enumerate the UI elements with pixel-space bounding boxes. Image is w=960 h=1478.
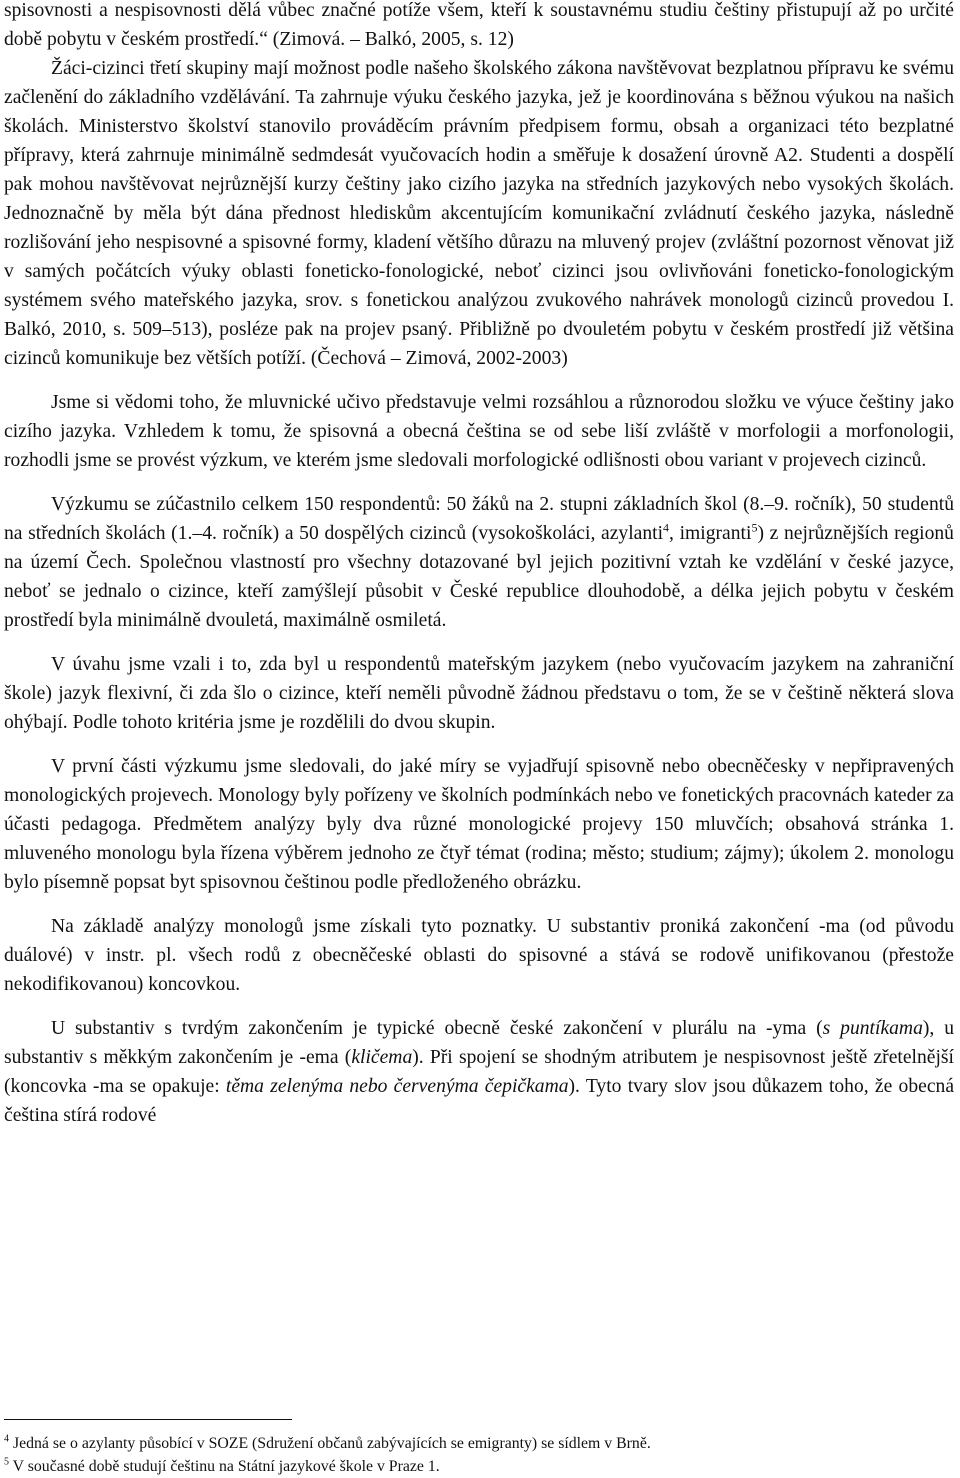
italic-example: těma zelenýma nebo červenýma čepičkama [225,1076,569,1097]
footnote-text: Jedná se o azylanty působící v SOZE (Sdružení občanů zabývajících se emigranty) se sídlem v Brně. [12,1435,651,1452]
text-run: ) z nejrůznějších regionů na území Čech. Společnou vlastností pro všechny dotazované byl jejich pozitivní vztah ke vzdělání v české jazyce, neboť se jednalo o cizince, kteří zamýšlejí působit v České republice dlouhodobě, a délka jejich pobytu v českém prostředí byla minimálně dvouletá, maximálně osmiletá. [4,523,954,631]
text-run: Na základě analýzy monologů jsme získali tyto poznatky. U substantiv proniká zakončení -ma (od původu duálové) v instr. pl. všech rodů z obecněčeské oblasti do spisovné a stává se rodově unifikovanou (přestože nekodifikovanou) koncovkou. [4,916,954,995]
italic-example: s puntíkama [822,1018,923,1039]
text-run: V úvahu jsme vzali i to, zda byl u respondentů mateřským jazykem (nebo vyučovacím jazykem na zahraniční škole) jazyk flexivní, či zda šlo o cizince, kteří neměli původně žádnou představu o tom, že se v češtině některá slova ohýbají. Podle tohoto kritéria jsme je rozdělili do dvou skupin. [4,654,954,733]
italic-example: kličema [351,1047,413,1068]
paragraph-substantives [4,1014,954,1130]
footnote-separator [4,1419,292,1420]
footnote-number: 4 [4,1433,9,1445]
paragraph-preparation-courses [4,54,954,373]
text-run: V první části výzkumu jsme sledovali, do jaké míry se vyjadřují spisovně nebo obecněčesky v nepřipravených monologických projevech. Monology byly pořízeny ve školních podmínkách nebo ve fonetických pracovnách kateder za účasti pedagoga. Předmětem analýzy byly dva různé monologické projevy 150 mluvčích; obsahová stránka 1. mluveného monologu byla řízena výběrem jednoho ze čtyř témat (rodina; město; studium; zájmy); úkolem 2. monologu bylo písemně popsat byt spisovnou češtinou podle předloženého obrázku. [4,756,954,893]
footnote-5 [4,1455,954,1478]
paragraph-research-part-one [4,752,954,897]
paragraph-respondents [4,490,954,635]
text-run: , imigranti [669,523,752,544]
footnote-number: 5 [4,1456,9,1468]
text-run: Výzkumu se zúčastnilo celkem 150 respondentů: 50 žáků na 2. stupni základních škol (8.–9. ročník), 50 studentů na středních školách (1.–4. ročník) a 50 dospělých cizinců (vysokoškoláci, azylanti [4,494,954,544]
paragraph-continuation [4,0,954,54]
text-run: ), u substantiv s měkkým zakončením je -ema ( [4,1018,954,1068]
text-run: Žáci-cizinci třetí skupiny mají možnost podle našeho školského zákona navštěvovat bezplatnou přípravu ke svému začlenění do základního vzdělávání. Ta zahrnuje výuku českého jazyka, jež je koordinována s běžnou výukou na našich školách. Ministerstvo školství stanovilo prováděcím právním předpisem formu, obsah a organizaci této bezplatné přípravy, která zahrnuje minimálně sedmdesát vyučovacích hodin a směřuje k dosažení úrovně A2. Studenti a dospělí pak mohou navštěvovat nejrůznější kurzy češtiny jako cizího jazyka na středních jazykových nebo vysokých školách. Jednoznačně by měla být dána přednost hlediskům akcentujícím komunikační zvládnutí českého jazyka, následně rozlišování jeho nespisovné a spisovné formy, kladení většího důrazu na mluvený projev (zvláštní pozornost věnovat již v samých počátcích výuky oblasti foneticko-fonologické, neboť cizinci jsou ovlivňováni foneticko-fonologickým systémem svého mateřského jazyka, srov. s fonetickou analýzou zvukového nahrávek monologů cizinců provedou I. Balkó, 2010, s. 509–513), posléze pak na projev psaný. Přibližně po dvouletém pobytu v českém prostředí již většina cizinců komunikuje bez větších potíží. (Čechová – Zimová, 2002-2003) [4,58,954,369]
footnote-text: V současné době studují češtinu na Státní jazykové škole v Praze 1. [12,1458,440,1475]
text-run: U substantiv s tvrdým zakončením je typické obecně české zakončení v plurálu na -yma ( [51,1018,823,1039]
paragraph-grammar-research [4,388,954,475]
footnote-reference: 4 [663,520,670,535]
footnote-4 [4,1432,954,1455]
text-run: spisovnosti a nespisovnosti dělá vůbec značné potíže všem, kteří k soustavnému studiu češtiny přistupují až po určité době pobytu v českém prostředí.“ (Zimová. – Balkó, 2005, s. 12) [4,0,954,50]
text-run: Jsme si vědomi toho, že mluvnické učivo představuje velmi rozsáhlou a různorodou složku ve výuce češtiny jako cizího jazyka. Vzhledem k tomu, že spisovná a obecná čeština se od sebe liší zvláště v morfologii a morfonologii, rozhodli jsme se provést výzkum, ve kterém jsme sledovali morfologické odlišnosti obou variant v projevech cizinců. [4,392,954,471]
paragraph-findings [4,912,954,999]
footnotes [4,1432,954,1478]
footnote-reference: 5 [751,520,758,535]
paragraph-flexive-language [4,650,954,737]
text-run: ). Při spojení se shodným atributem je nespisovnost ještě zřetelnější (koncovka -ma se opakuje: [4,1047,954,1097]
text-run: ). Tyto tvary slov jsou důkazem toho, že obecná čeština stírá rodové [4,1076,955,1126]
page-body [4,0,954,1130]
